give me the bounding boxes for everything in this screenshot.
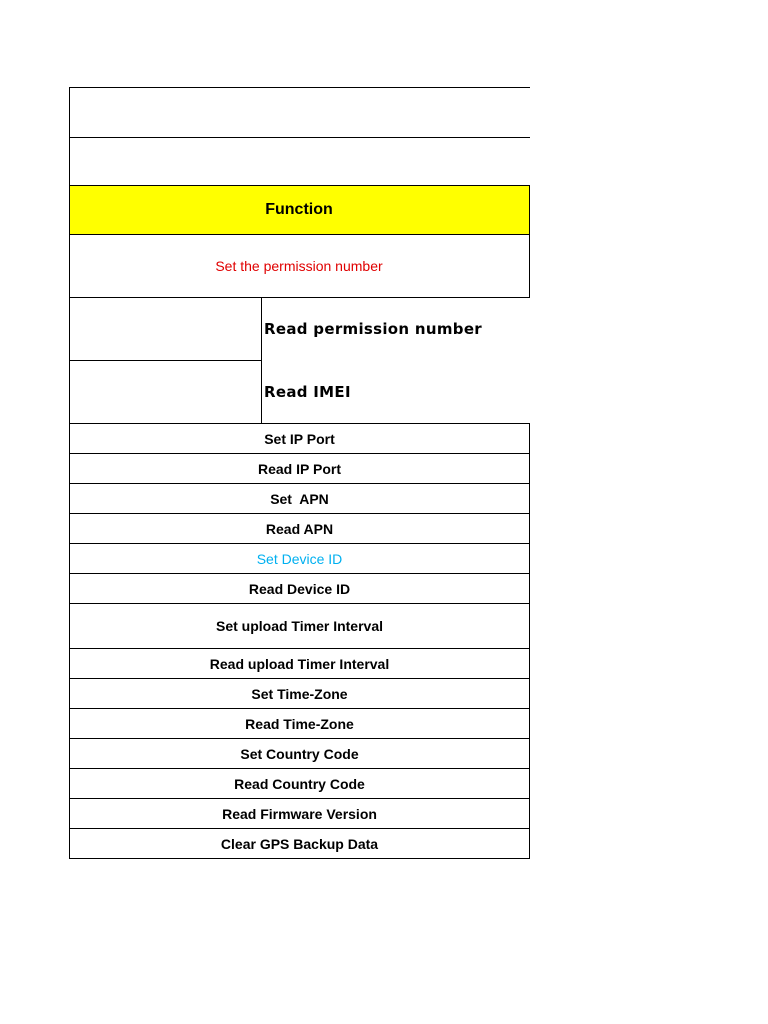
rule-right-lower bbox=[529, 423, 530, 859]
row-label: Set Time-Zone bbox=[251, 685, 348, 702]
table-row bbox=[70, 709, 529, 738]
row-read-imei bbox=[262, 361, 530, 423]
row-label: Clear GPS Backup Data bbox=[220, 835, 379, 852]
row-label: Read APN bbox=[265, 520, 334, 537]
rule-split-mid bbox=[69, 360, 262, 361]
rule-right-header bbox=[529, 185, 530, 298]
row-label: Read upload Timer Interval bbox=[209, 655, 390, 672]
row-label: Set APN bbox=[270, 490, 329, 507]
table-row bbox=[70, 514, 529, 543]
row-label: Read IMEI bbox=[264, 383, 351, 401]
rule-top bbox=[69, 87, 530, 88]
table-row bbox=[70, 769, 529, 798]
row-rule bbox=[69, 858, 530, 859]
table-row bbox=[70, 544, 529, 573]
table-row bbox=[70, 799, 529, 828]
table-row bbox=[70, 604, 529, 648]
row-label: Set Country Code bbox=[240, 745, 359, 762]
header-function bbox=[69, 186, 529, 234]
row-label: Set upload Timer Interval bbox=[215, 618, 383, 634]
row-label: Read permission number bbox=[264, 320, 482, 338]
row-set-permission bbox=[69, 235, 529, 297]
table-row bbox=[70, 454, 529, 483]
table-row bbox=[70, 484, 529, 513]
row-label: Read Device ID bbox=[248, 580, 351, 597]
row-label: Read Country Code bbox=[234, 775, 365, 792]
row-label: Set the permission number bbox=[215, 258, 383, 274]
table-row bbox=[70, 739, 529, 768]
header-label: Function bbox=[265, 201, 333, 218]
row-label: Set Device ID bbox=[256, 550, 343, 567]
row-label: Set IP Port bbox=[264, 430, 335, 447]
table-row bbox=[70, 829, 529, 858]
table-row bbox=[70, 424, 529, 453]
table-row bbox=[70, 679, 529, 708]
row-label: Read Firmware Version bbox=[222, 805, 377, 822]
table-row bbox=[70, 649, 529, 678]
row-label: Read IP Port bbox=[258, 460, 341, 477]
table-row bbox=[70, 574, 529, 603]
row-read-permission bbox=[262, 298, 530, 360]
row-label: Read Time-Zone bbox=[245, 715, 354, 732]
rule-1 bbox=[69, 137, 530, 138]
